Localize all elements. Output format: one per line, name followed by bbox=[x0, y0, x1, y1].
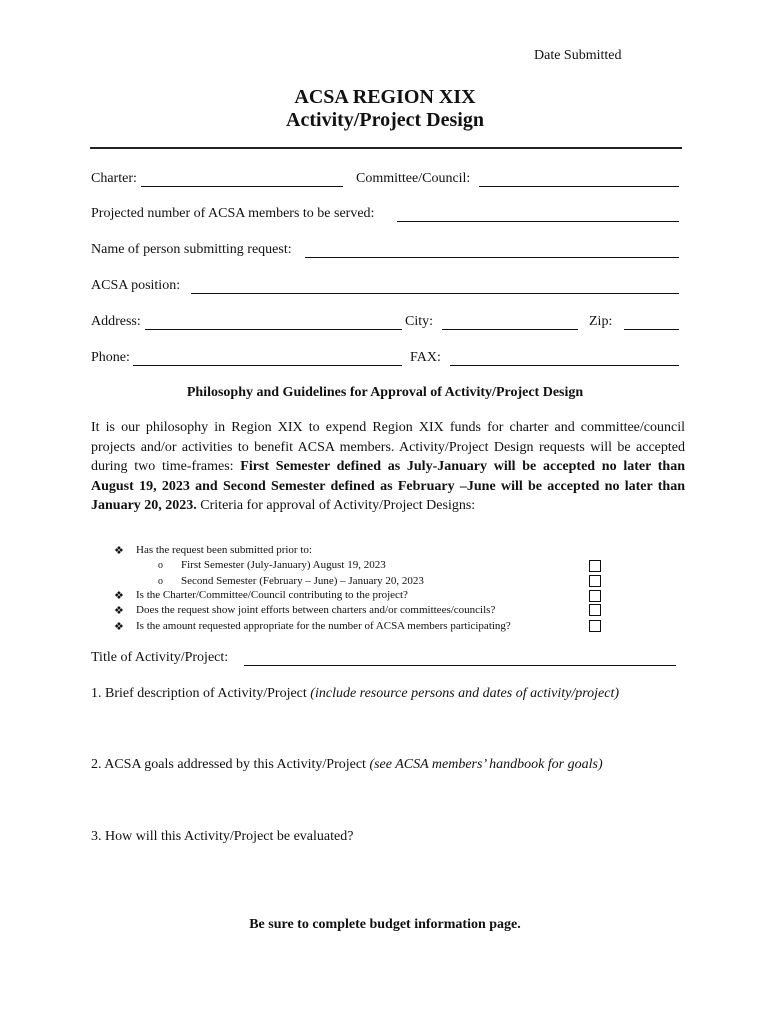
date-submitted-label: Date Submitted bbox=[534, 48, 622, 63]
acsa-position-label: ACSA position: bbox=[91, 278, 181, 293]
diamond-bullet-icon: ❖ bbox=[114, 605, 124, 617]
question-goals-text: 2. ACSA goals addressed by this Activity/Project bbox=[91, 757, 370, 772]
acsa-position-field[interactable] bbox=[191, 293, 679, 294]
criteria-sub-second-semester: Second Semester (February – June) – January 20, 2023 bbox=[181, 575, 424, 587]
phone-field[interactable] bbox=[133, 365, 402, 366]
question-description-note: (include resource persons and dates of activity/project) bbox=[310, 686, 620, 701]
charter-field[interactable] bbox=[141, 186, 343, 187]
zip-field[interactable] bbox=[624, 329, 679, 330]
philosophy-text-2: Criteria for approval of Activity/Project Designs: bbox=[196, 498, 476, 513]
zip-label: Zip: bbox=[589, 314, 613, 329]
philosophy-text-1: It is our philosophy in Region XIX to expend Region XIX funds for charter and committee/council projects and/or activities to benefit ACSA members. Activity/Project Design requests will be accepted during two time-frames: bbox=[91, 420, 685, 474]
city-field[interactable] bbox=[442, 329, 578, 330]
phone-label: Phone: bbox=[91, 350, 130, 365]
submitter-name-field[interactable] bbox=[305, 257, 679, 258]
circle-bullet-icon: o bbox=[158, 576, 163, 587]
checkbox-second-semester[interactable] bbox=[589, 575, 601, 587]
question-evaluation: 3. How will this Activity/Project be evaluated? bbox=[91, 829, 354, 844]
checkbox-joint-efforts[interactable] bbox=[589, 604, 601, 616]
philosophy-paragraph bbox=[91, 418, 685, 516]
checkbox-first-semester[interactable] bbox=[589, 560, 601, 572]
criteria-item-joint-efforts: Does the request show joint efforts between charters and/or committees/councils? bbox=[136, 604, 496, 616]
diamond-bullet-icon: ❖ bbox=[114, 590, 124, 602]
form-title: ACSA REGION XIX bbox=[294, 86, 476, 108]
checkbox-contributing[interactable] bbox=[589, 590, 601, 602]
fax-label: FAX: bbox=[410, 350, 441, 365]
diamond-bullet-icon: ❖ bbox=[114, 621, 124, 633]
footer-note: Be sure to complete budget information page. bbox=[249, 917, 521, 932]
activity-title-label: Title of Activity/Project: bbox=[91, 650, 229, 665]
criteria-item-amount: Is the amount requested appropriate for the number of ACSA members participating? bbox=[136, 620, 511, 632]
question-goals bbox=[91, 757, 603, 773]
question-description bbox=[91, 686, 619, 702]
question-goals-note: (see ACSA members’ handbook for goals) bbox=[369, 757, 603, 772]
checkbox-amount[interactable] bbox=[589, 620, 601, 632]
address-field[interactable] bbox=[145, 329, 402, 330]
criteria-item-prior: Has the request been submitted prior to: bbox=[136, 544, 312, 556]
projected-members-label: Projected number of ACSA members to be served: bbox=[91, 206, 375, 221]
header-rule bbox=[90, 147, 682, 149]
city-label: City: bbox=[405, 314, 434, 329]
submitter-name-label: Name of person submitting request: bbox=[91, 242, 292, 257]
diamond-bullet-icon: ❖ bbox=[114, 545, 124, 557]
projected-members-field[interactable] bbox=[397, 221, 679, 222]
committee-field[interactable] bbox=[479, 186, 679, 187]
circle-bullet-icon: o bbox=[158, 560, 163, 571]
question-description-text: 1. Brief description of Activity/Project bbox=[91, 686, 311, 701]
form-subtitle: Activity/Project Design bbox=[286, 109, 484, 131]
committee-label: Committee/Council: bbox=[356, 171, 471, 186]
activity-title-field[interactable] bbox=[244, 665, 676, 666]
charter-label: Charter: bbox=[91, 171, 137, 186]
address-label: Address: bbox=[91, 314, 141, 329]
criteria-sub-first-semester: First Semester (July-January) August 19, 2023 bbox=[181, 559, 386, 571]
fax-field[interactable] bbox=[450, 365, 679, 366]
philosophy-deadlines: First Semester defined as July-January will be accepted no later than August 19, 2023 and Second Semester defined as February –June will be accepted no later than January 20, 2023. bbox=[91, 459, 686, 513]
criteria-item-contributing: Is the Charter/Committee/Council contributing to the project? bbox=[136, 589, 408, 601]
philosophy-heading: Philosophy and Guidelines for Approval of Activity/Project Design bbox=[186, 385, 584, 400]
